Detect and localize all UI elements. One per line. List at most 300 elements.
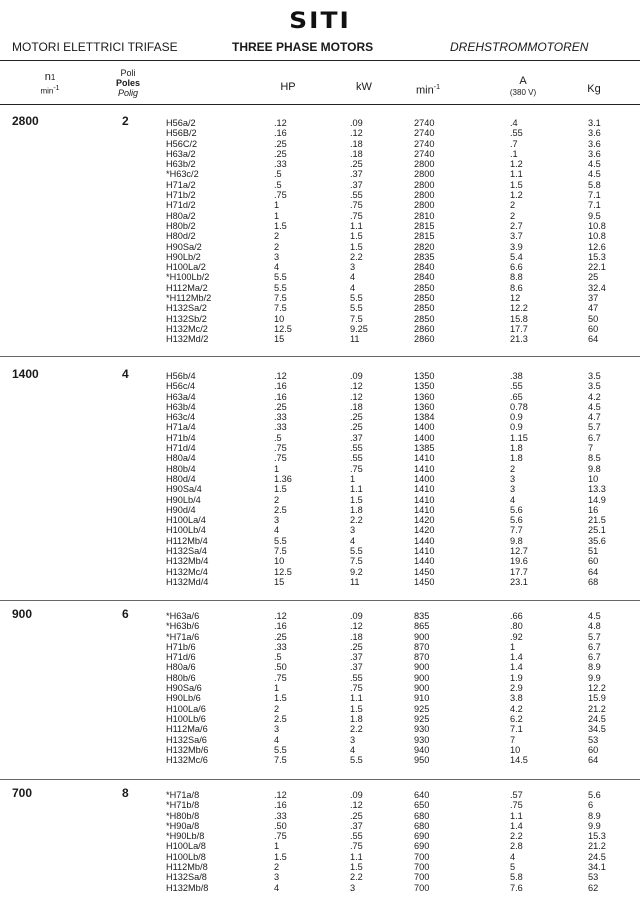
current-amp: 1.15 (510, 432, 528, 443)
power-hp: 1.5 (274, 693, 287, 704)
current-amp: 2.9 (510, 683, 523, 694)
power-hp: 3 (274, 724, 280, 735)
motor-type: H90d/4 (166, 504, 196, 515)
power-hp: 7.5 (274, 303, 287, 314)
power-hp: .16 (274, 128, 287, 139)
speed-rpm: 1410 (414, 504, 435, 515)
motor-type: H112Mb/4 (166, 535, 208, 546)
section-poles: 6 (122, 607, 129, 621)
current-amp: 3.7 (510, 231, 523, 242)
power-hp: .33 (274, 159, 287, 170)
current-amp: .66 (510, 611, 523, 621)
weight-kg: 9.8 (588, 463, 601, 474)
speed-rpm: 1440 (414, 556, 435, 567)
motor-type: H80d/4 (166, 473, 196, 484)
power-hp: .33 (274, 810, 287, 821)
weight-kg: 3.6 (588, 138, 601, 149)
table-row (0, 422, 640, 432)
speed-rpm: 690 (414, 841, 430, 852)
power-kw: .09 (350, 118, 363, 128)
power-hp: .50 (274, 662, 287, 673)
weight-kg: 15.3 (588, 251, 606, 262)
power-hp: 12.5 (274, 566, 292, 577)
motor-type: H71a/2 (166, 179, 196, 190)
power-kw: .25 (350, 159, 363, 170)
motor-type: H132Mc/2 (166, 323, 208, 334)
speed-rpm: 1400 (414, 473, 435, 484)
table-row (0, 755, 640, 765)
table-row (0, 392, 640, 402)
speed-rpm: 1385 (414, 443, 435, 454)
power-kw: .37 (350, 652, 363, 663)
weight-kg: 21.5 (588, 515, 606, 526)
weight-kg: 35.6 (588, 535, 606, 546)
speed-rpm: 925 (414, 713, 430, 724)
power-hp: .25 (274, 138, 287, 149)
table-row (0, 872, 640, 882)
speed-rpm: 2800 (414, 179, 435, 190)
table-row (0, 800, 640, 810)
table-row (0, 735, 640, 745)
speed-rpm: 2800 (414, 190, 435, 201)
weight-kg: 8.9 (588, 810, 601, 821)
motor-type: H71a/4 (166, 422, 196, 433)
table-row (0, 433, 640, 443)
table-row (0, 453, 640, 463)
table-row (0, 556, 640, 566)
speed-rpm: 2815 (414, 220, 435, 231)
current-amp: 9.8 (510, 535, 523, 546)
section-divider (0, 779, 640, 780)
speed-rpm: 2850 (414, 303, 435, 314)
power-kw: 3 (350, 262, 356, 273)
motor-type: *H90Lb/8 (166, 831, 205, 842)
header-n1-unit: min (40, 86, 54, 96)
current-amp: 12.2 (510, 303, 528, 314)
table-row (0, 200, 640, 210)
motor-type: H56b/4 (166, 371, 196, 381)
motor-type: H80b/2 (166, 220, 196, 231)
table-row (0, 525, 640, 535)
speed-rpm: 1410 (414, 494, 435, 505)
power-kw: 9.25 (350, 323, 368, 334)
motor-type: H132Mb/6 (166, 744, 209, 755)
speed-rpm: 900 (414, 662, 430, 673)
power-hp: 1 (274, 200, 280, 211)
motor-type: H132Mb/8 (166, 882, 209, 893)
motor-type: H100La/4 (166, 515, 206, 526)
title-english: THREE PHASE MOTORS (232, 40, 374, 54)
table-row (0, 180, 640, 190)
power-hp: .12 (274, 118, 287, 128)
power-kw: 2.2 (350, 251, 363, 262)
motor-type: H63b/4 (166, 401, 196, 412)
current-amp: 23.1 (510, 576, 528, 587)
motor-type: H100Lb/4 (166, 525, 206, 536)
current-amp: .65 (510, 391, 523, 402)
table-row (0, 632, 640, 642)
weight-kg: 6 (588, 800, 594, 811)
section-rows (0, 118, 640, 345)
power-kw: 4 (350, 272, 356, 283)
motor-type: H132Mc/6 (166, 755, 208, 766)
speed-rpm: 1384 (414, 412, 435, 423)
motor-type: *H71b/8 (166, 800, 200, 811)
power-kw: 5.5 (350, 755, 363, 766)
weight-kg: 10 (588, 473, 599, 484)
speed-rpm: 2850 (414, 313, 435, 324)
motor-type: H112Ma/2 (166, 282, 208, 293)
motor-type: H100Lb/8 (166, 851, 206, 862)
speed-rpm: 2840 (414, 272, 435, 283)
current-amp: 0.9 (510, 412, 523, 423)
current-amp: 17.7 (510, 323, 528, 334)
power-kw: .12 (350, 128, 363, 139)
table-row (0, 683, 640, 693)
power-hp: 7.5 (274, 293, 287, 304)
power-kw: 9.2 (350, 566, 363, 577)
motor-type: H100La/2 (166, 262, 206, 273)
table-row (0, 821, 640, 831)
header-min-label: min (416, 84, 434, 97)
weight-kg: 4.5 (588, 159, 601, 170)
weight-kg: 12.2 (588, 683, 606, 694)
power-kw: 1.8 (350, 713, 363, 724)
table-row (0, 811, 640, 821)
motor-type: H90Sa/4 (166, 484, 202, 495)
power-hp: 4 (274, 882, 280, 893)
power-hp: .33 (274, 641, 287, 652)
speed-rpm: 1400 (414, 432, 435, 443)
power-kw: 1 (350, 473, 356, 484)
speed-rpm: 870 (414, 641, 430, 652)
table-row (0, 621, 640, 631)
motor-type: H90Sa/6 (166, 683, 202, 694)
table-row (0, 334, 640, 344)
power-kw: .55 (350, 672, 363, 683)
table-row (0, 443, 640, 453)
title-italian: MOTORI ELETTRICI TRIFASE (12, 40, 178, 54)
weight-kg: 9.9 (588, 672, 601, 683)
current-amp: 2.7 (510, 220, 523, 231)
weight-kg: 50 (588, 313, 599, 324)
weight-kg: 3.6 (588, 128, 601, 139)
weight-kg: 4.8 (588, 621, 601, 632)
weight-kg: 4.5 (588, 611, 601, 621)
speed-rpm: 2850 (414, 282, 435, 293)
table-row (0, 159, 640, 169)
power-hp: 5.5 (274, 282, 287, 293)
motor-type: H100Lb/6 (166, 713, 206, 724)
weight-kg: 4.2 (588, 391, 601, 402)
power-hp: 1.36 (274, 473, 292, 484)
weight-kg: 21.2 (588, 841, 606, 852)
weight-kg: 7.1 (588, 200, 601, 211)
table-row (0, 231, 640, 241)
speed-rpm: 950 (414, 755, 430, 766)
power-kw: .75 (350, 841, 363, 852)
power-hp: 12.5 (274, 323, 292, 334)
power-kw: 1.1 (350, 693, 363, 704)
current-amp: 3 (510, 473, 516, 484)
current-amp: 5.4 (510, 251, 523, 262)
speed-rpm: 700 (414, 862, 430, 873)
current-amp: 0.78 (510, 401, 528, 412)
power-hp: 4 (274, 525, 280, 536)
motor-type: H132Mb/4 (166, 556, 209, 567)
table-row (0, 303, 640, 313)
speed-rpm: 835 (414, 611, 430, 621)
power-kw: .55 (350, 831, 363, 842)
power-kw: .09 (350, 611, 363, 621)
power-kw: 1.5 (350, 494, 363, 505)
table-row (0, 790, 640, 800)
power-hp: .50 (274, 820, 287, 831)
current-amp: 7.7 (510, 525, 523, 536)
power-hp: 2 (274, 231, 280, 242)
current-amp: 7.1 (510, 724, 523, 735)
current-amp: 5.6 (510, 504, 523, 515)
current-amp: 21.3 (510, 334, 528, 345)
power-hp: 10 (274, 313, 285, 324)
weight-kg: 64 (588, 334, 599, 345)
weight-kg: 5.7 (588, 631, 601, 642)
title-german: DREHSTROMMOTOREN (450, 40, 589, 54)
section-poles: 4 (122, 367, 129, 381)
weight-kg: 4.7 (588, 412, 601, 423)
power-kw: .75 (350, 683, 363, 694)
power-hp: .5 (274, 179, 282, 190)
power-kw: .12 (350, 800, 363, 811)
weight-kg: 9.5 (588, 210, 601, 221)
table-row (0, 324, 640, 334)
current-amp: .55 (510, 128, 523, 139)
speed-rpm: 930 (414, 724, 430, 735)
current-amp: 8.6 (510, 282, 523, 293)
current-amp: 2 (510, 200, 516, 211)
weight-kg: 16 (588, 504, 599, 515)
power-kw: .18 (350, 148, 363, 159)
header-min-sup: -1 (433, 84, 440, 91)
power-hp: .12 (274, 371, 287, 381)
table-row (0, 505, 640, 515)
weight-kg: 24.5 (588, 851, 606, 862)
current-amp: 1.5 (510, 179, 523, 190)
weight-kg: 24.5 (588, 713, 606, 724)
power-kw: .37 (350, 169, 363, 180)
speed-rpm: 1410 (414, 546, 435, 557)
power-kw: 5.5 (350, 303, 363, 314)
motor-type: H56c/4 (166, 381, 196, 392)
power-hp: .75 (274, 672, 287, 683)
table-row (0, 371, 640, 381)
power-hp: .25 (274, 148, 287, 159)
motor-type: H56B/2 (166, 128, 197, 139)
current-amp: 1.1 (510, 169, 523, 180)
power-kw: 2.2 (350, 724, 363, 735)
section-rpm: 900 (12, 607, 33, 621)
weight-kg: 7.1 (588, 190, 601, 201)
speed-rpm: 2840 (414, 262, 435, 273)
weight-kg: 4.5 (588, 401, 601, 412)
motor-type: H132Md/2 (166, 334, 209, 345)
speed-rpm: 1450 (414, 576, 435, 587)
speed-rpm: 680 (414, 810, 430, 821)
power-kw: .75 (350, 200, 363, 211)
current-amp: .80 (510, 621, 523, 632)
weight-kg: 53 (588, 872, 599, 883)
power-kw: 5.5 (350, 293, 363, 304)
current-amp: 8.8 (510, 272, 523, 283)
power-hp: 15 (274, 576, 285, 587)
speed-rpm: 1420 (414, 515, 435, 526)
table-row (0, 693, 640, 703)
table-row (0, 883, 640, 893)
power-hp: 3 (274, 872, 280, 883)
motor-type: H71b/4 (166, 432, 196, 443)
power-hp: 2 (274, 862, 280, 873)
power-hp: 1 (274, 210, 280, 221)
speed-rpm: 680 (414, 820, 430, 831)
table-row (0, 464, 640, 474)
weight-kg: 25.1 (588, 525, 606, 536)
header-speed (30, 72, 70, 97)
power-kw: .18 (350, 138, 363, 149)
current-amp: 1 (510, 641, 516, 652)
motor-type: H132Md/4 (166, 576, 209, 587)
power-kw: 1.5 (350, 241, 363, 252)
table-row (0, 724, 640, 734)
motor-type: H71d/4 (166, 443, 196, 454)
power-kw: 1.1 (350, 851, 363, 862)
power-hp: 2.5 (274, 504, 287, 515)
power-kw: 1.8 (350, 504, 363, 515)
weight-kg: 25 (588, 272, 599, 283)
current-amp: 2 (510, 463, 516, 474)
power-kw: 3 (350, 882, 356, 893)
power-hp: 2 (274, 241, 280, 252)
current-amp: 1.9 (510, 672, 523, 683)
power-kw: 1.1 (350, 484, 363, 495)
speed-rpm: 925 (414, 703, 430, 714)
speed-rpm: 1420 (414, 525, 435, 536)
motor-type: H132Sa/2 (166, 303, 207, 314)
speed-rpm: 2800 (414, 169, 435, 180)
table-row (0, 128, 640, 138)
header-hp: HP (280, 81, 296, 93)
current-amp: 5 (510, 862, 516, 873)
current-amp: 6.6 (510, 262, 523, 273)
motor-type: H71d/2 (166, 200, 196, 211)
motor-type: *H112Mb/2 (166, 293, 212, 304)
table-row (0, 474, 640, 484)
power-hp: 1 (274, 463, 280, 474)
power-kw: .37 (350, 432, 363, 443)
weight-kg: 15.3 (588, 831, 606, 842)
table-row (0, 139, 640, 149)
header-min (406, 82, 450, 97)
power-kw: .55 (350, 453, 363, 464)
header-n1: n (44, 71, 51, 83)
power-kw: 3 (350, 734, 356, 745)
weight-kg: 13.3 (588, 484, 606, 495)
table-row (0, 662, 640, 672)
speed-rpm: 900 (414, 631, 430, 642)
power-hp: .75 (274, 831, 287, 842)
power-hp: .16 (274, 800, 287, 811)
current-amp: 12.7 (510, 546, 528, 557)
motor-type: *H100Lb/2 (166, 272, 210, 283)
weight-kg: 4.5 (588, 169, 601, 180)
weight-kg: 14.9 (588, 494, 606, 505)
speed-rpm: 2800 (414, 159, 435, 170)
speed-rpm: 2815 (414, 231, 435, 242)
power-hp: 1.5 (274, 851, 287, 862)
speed-rpm: 900 (414, 672, 430, 683)
table-row (0, 515, 640, 525)
speed-rpm: 2800 (414, 200, 435, 211)
table-row (0, 283, 640, 293)
current-amp: 1.8 (510, 453, 523, 464)
power-hp: .25 (274, 631, 287, 642)
section-rows (0, 371, 640, 587)
power-kw: .75 (350, 463, 363, 474)
table-row (0, 211, 640, 221)
brand-logo: SITI (289, 7, 351, 34)
motor-type: H63c/4 (166, 412, 196, 423)
speed-rpm: 700 (414, 882, 430, 893)
weight-kg: 22.1 (588, 262, 606, 273)
current-amp: .4 (510, 118, 518, 128)
header-n1-unit-sup: -1 (53, 85, 60, 92)
power-kw: 11 (350, 334, 360, 345)
weight-kg: 5.8 (588, 179, 601, 190)
table-row (0, 190, 640, 200)
table-row (0, 862, 640, 872)
motor-type: H63a/2 (166, 148, 196, 159)
weight-kg: 32.4 (588, 282, 606, 293)
table-row (0, 611, 640, 621)
table-row (0, 567, 640, 577)
table-row (0, 831, 640, 841)
motor-type: *H80b/8 (166, 810, 200, 821)
speed-rpm: 2740 (414, 138, 435, 149)
motor-type: H80a/2 (166, 210, 196, 221)
motor-type: H56a/2 (166, 118, 196, 128)
header-amp-label: A (519, 75, 527, 87)
table-row (0, 314, 640, 324)
section-rpm: 700 (12, 786, 33, 800)
weight-kg: 7 (588, 443, 594, 454)
motor-type: *H63b/6 (166, 621, 200, 632)
speed-rpm: 870 (414, 652, 430, 663)
section-rpm: 1400 (12, 367, 39, 381)
current-amp: 1.2 (510, 190, 523, 201)
table-row (0, 169, 640, 179)
table-row (0, 293, 640, 303)
motor-type: *H63a/6 (166, 611, 200, 621)
table-row (0, 852, 640, 862)
speed-rpm: 2810 (414, 210, 435, 221)
speed-rpm: 690 (414, 831, 430, 842)
power-hp: 7.5 (274, 546, 287, 557)
current-amp: 1.1 (510, 810, 523, 821)
table-row (0, 412, 640, 422)
motor-type: *H71a/8 (166, 790, 200, 800)
power-hp: .5 (274, 169, 282, 180)
power-kw: .09 (350, 371, 363, 381)
weight-kg: 51 (588, 546, 599, 557)
